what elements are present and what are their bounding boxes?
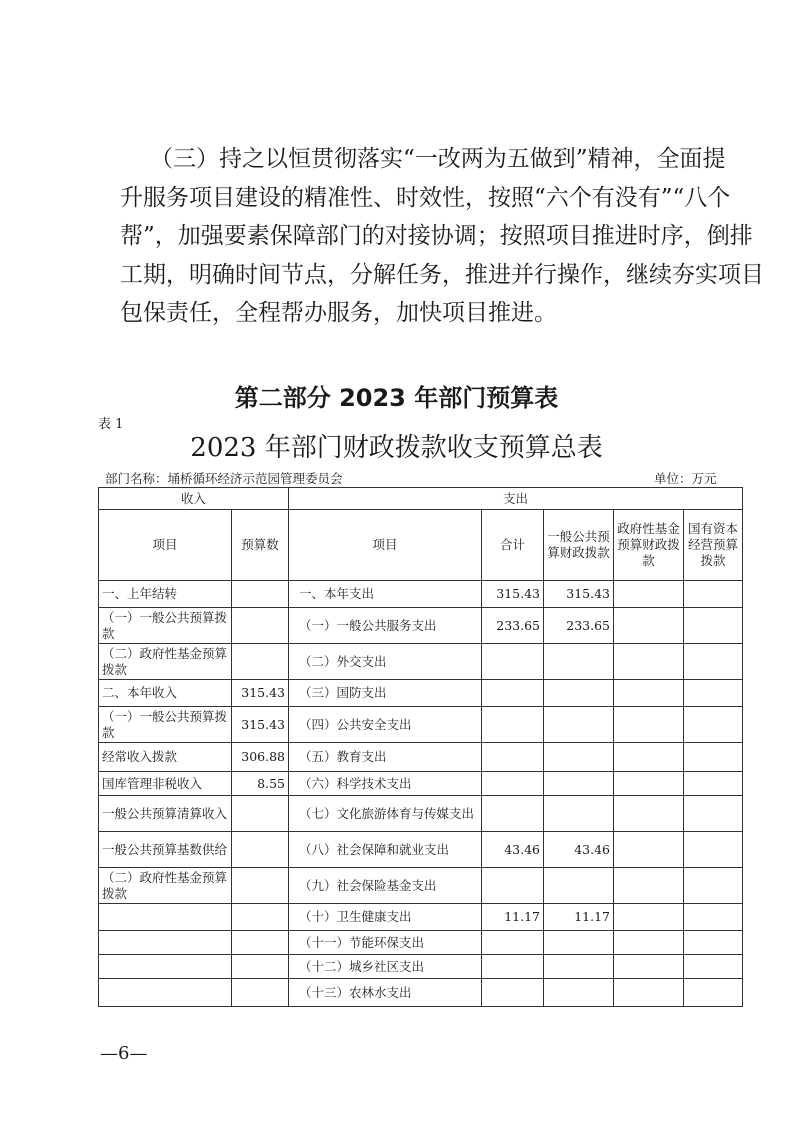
column-header: 项目 (289, 510, 482, 581)
table-row (99, 868, 743, 904)
table-cell (232, 644, 289, 680)
table-cell (684, 904, 743, 931)
table-cell (482, 868, 544, 904)
table-cell: （一）一般公共预算拨款 (99, 608, 232, 644)
table-cell: （七）文化旅游体育与传媒支出 (289, 796, 482, 832)
table-cell (232, 979, 289, 1007)
table-cell (544, 955, 614, 979)
column-header-row (99, 510, 743, 581)
table-row (99, 955, 743, 979)
table-cell (614, 581, 684, 608)
table-row (99, 743, 743, 772)
table-cell: 经常收入拨款 (99, 743, 232, 772)
table-cell: 一、本年支出 (289, 581, 482, 608)
table-cell (544, 772, 614, 796)
table-cell (684, 608, 743, 644)
table-cell (614, 904, 684, 931)
table-cell (232, 796, 289, 832)
table-cell (614, 608, 684, 644)
table-row (99, 796, 743, 832)
table-cell (614, 772, 684, 796)
table-cell: 306.88 (232, 743, 289, 772)
table-cell: 一、上年结转 (99, 581, 232, 608)
table-cell (684, 743, 743, 772)
unit-label: 单位：万元 (654, 471, 717, 486)
table-cell (99, 955, 232, 979)
table-cell (614, 707, 684, 743)
table-cell: （十一）节能环保支出 (289, 931, 482, 955)
table-cell (232, 931, 289, 955)
paragraph-line: 帮”，加强要素保障部门的对接协调；按照项目推进时序，倒排 (120, 223, 753, 249)
table-cell: （九）社会保险基金支出 (289, 868, 482, 904)
table-cell (482, 707, 544, 743)
table-cell (482, 955, 544, 979)
table-cell: 233.65 (482, 608, 544, 644)
table-cell (544, 707, 614, 743)
table-cell: 315.43 (482, 581, 544, 608)
table-cell (232, 832, 289, 868)
table-cell (614, 931, 684, 955)
table-title: 2023 年部门财政拨款收支预算总表 (190, 433, 603, 463)
table-cell (482, 680, 544, 707)
column-header: 项目 (99, 510, 232, 581)
column-header: 政府性基金预算财政拨款 (614, 510, 684, 581)
page-number: —6— (100, 1043, 148, 1064)
table-cell: 315.43 (232, 707, 289, 743)
table-cell: 11.17 (544, 904, 614, 931)
paragraph-line: 包保责任，全程帮办服务，加快项目推进。 (120, 300, 557, 326)
table-cell (482, 644, 544, 680)
table-cell (684, 680, 743, 707)
table-cell (99, 904, 232, 931)
table-cell (482, 931, 544, 955)
table-cell (684, 707, 743, 743)
department-name: 部门名称：埇桥循环经济示范园管理委员会 (105, 471, 343, 486)
table-cell (232, 608, 289, 644)
table-cell (99, 979, 232, 1007)
table-cell: （一）一般公共预算拨款 (99, 707, 232, 743)
table-cell: （十三）农林水支出 (289, 979, 482, 1007)
table-cell (544, 931, 614, 955)
table-cell (684, 955, 743, 979)
table-cell (232, 868, 289, 904)
table-row (99, 608, 743, 644)
table-row (99, 707, 743, 743)
table-row (99, 644, 743, 680)
income-group-header: 收入 (99, 488, 289, 510)
table-cell: 一般公共预算基数供给 (99, 832, 232, 868)
table-cell (232, 955, 289, 979)
table-cell (614, 644, 684, 680)
table-cell: 8.55 (232, 772, 289, 796)
table-cell (614, 955, 684, 979)
table-cell: （二）外交支出 (289, 644, 482, 680)
table-cell: （二）政府性基金预算拨款 (99, 644, 232, 680)
table-row (99, 680, 743, 707)
table-cell (614, 743, 684, 772)
table-cell (544, 743, 614, 772)
table-cell: （六）科学技术支出 (289, 772, 482, 796)
table-cell (614, 680, 684, 707)
table-cell (684, 581, 743, 608)
table-row (99, 904, 743, 931)
table-cell (544, 796, 614, 832)
table-cell (99, 931, 232, 955)
table-cell: （八）社会保障和就业支出 (289, 832, 482, 868)
paragraph-line: （三）持之以恒贯彻落实“一改两为五做到”精神，全面提 (150, 146, 726, 172)
table-label: 表 1 (98, 417, 124, 432)
table-cell (684, 772, 743, 796)
table-cell (544, 680, 614, 707)
table-cell: （二）政府性基金预算拨款 (99, 868, 232, 904)
table-row (99, 832, 743, 868)
table-cell (614, 868, 684, 904)
table-cell: （一）一般公共服务支出 (289, 608, 482, 644)
table-cell: （四）公共安全支出 (289, 707, 482, 743)
table-cell: （十二）城乡社区支出 (289, 955, 482, 979)
table-cell (684, 979, 743, 1007)
table-cell: 315.43 (232, 680, 289, 707)
body-paragraph (120, 140, 764, 333)
table-cell (544, 644, 614, 680)
table-cell (684, 931, 743, 955)
table-cell: 233.65 (544, 608, 614, 644)
table-cell (482, 979, 544, 1007)
table-cell: 43.46 (544, 832, 614, 868)
group-header-row (99, 488, 743, 510)
table-cell (684, 796, 743, 832)
table-cell (482, 772, 544, 796)
table-cell (544, 868, 614, 904)
table-cell (482, 796, 544, 832)
table-cell: （三）国防支出 (289, 680, 482, 707)
table-cell: 315.43 (544, 581, 614, 608)
paragraph-line: 工期，明确时间节点，分解任务，推进并行操作，继续夯实项目 (120, 261, 764, 288)
table-cell: 11.17 (482, 904, 544, 931)
column-header: 预算数 (232, 510, 289, 581)
table-row (99, 931, 743, 955)
table-cell: 国库管理非税收入 (99, 772, 232, 796)
table-cell (684, 868, 743, 904)
table-cell: 一般公共预算清算收入 (99, 796, 232, 832)
table-cell: （十）卫生健康支出 (289, 904, 482, 931)
table-cell (232, 581, 289, 608)
table-cell (544, 979, 614, 1007)
paragraph-line: 升服务项目建设的精准性、时效性，按照“六个有没有”“八个 (120, 184, 731, 211)
column-header: 合计 (482, 510, 544, 581)
table-cell (614, 979, 684, 1007)
table-cell (614, 832, 684, 868)
table-cell: 43.46 (482, 832, 544, 868)
table-row (99, 772, 743, 796)
table-cell (232, 904, 289, 931)
table-cell: 二、本年收入 (99, 680, 232, 707)
table-cell (614, 796, 684, 832)
table-row (99, 979, 743, 1007)
table-cell (482, 743, 544, 772)
table-cell (684, 832, 743, 868)
expense-group-header: 支出 (289, 488, 743, 510)
table-row (99, 581, 743, 608)
column-header: 一般公共预算财政拨款 (544, 510, 614, 581)
table-cell (684, 644, 743, 680)
budget-table (98, 487, 743, 1007)
column-header: 国有资本经营预算拨款 (684, 510, 743, 581)
section-title: 第二部分 2023 年部门预算表 (234, 384, 559, 412)
table-cell: （五）教育支出 (289, 743, 482, 772)
